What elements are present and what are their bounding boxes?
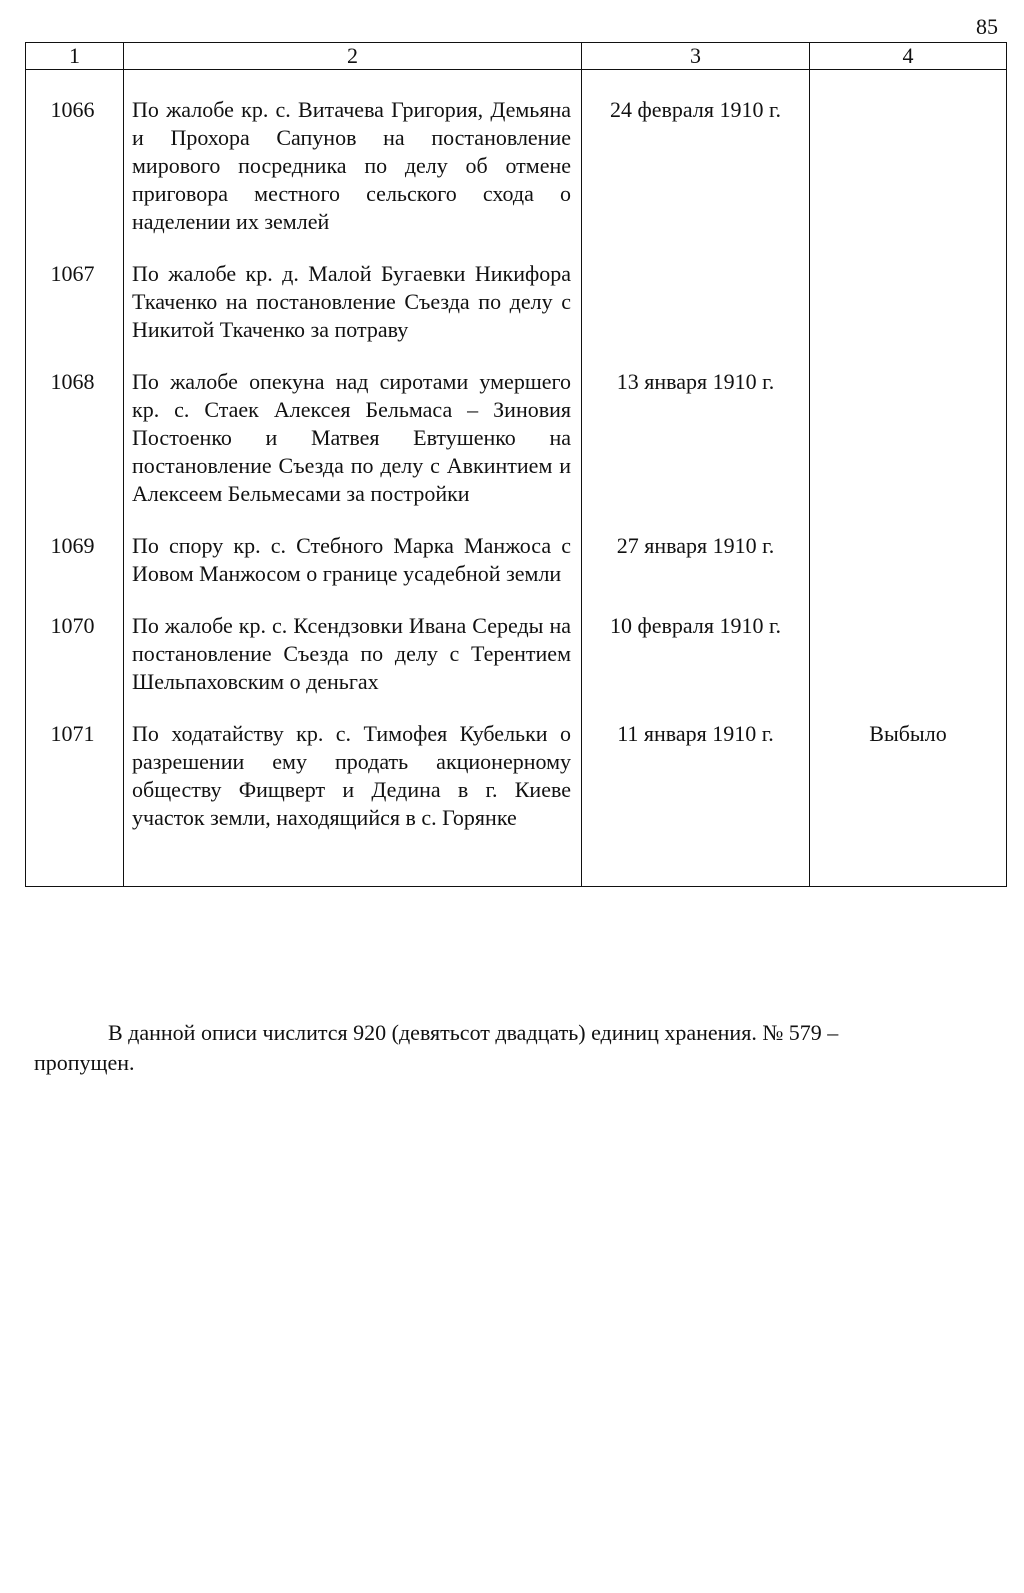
item-title: По ходатайству кр. с. Тимофея Кубельки о разрешении ему продать акционерному обществу Фищверт и Дедина в г. Киеве участок земли, находящийся в с. Горянке (124, 720, 582, 856)
item-date: 11 января 1910 г. (582, 720, 810, 856)
table-row (26, 532, 1007, 612)
item-note (810, 368, 1007, 532)
item-title: По жалобе кр. с. Витачева Григория, Демьяна и Прохора Сапунов на постановление мирового посредника по делу об отмене приговора местного сельского схода о наделении их землей (124, 70, 582, 261)
item-title: По жалобе опекуна над сиротами умершего кр. с. Стаек Алексея Бельмаса – Зиновия Постоенко и Матвея Евтушенко на постановление Съезда по делу с Авкинтием и Алексеем Бельмесами за постройки (124, 368, 582, 532)
empty-cell (810, 856, 1007, 887)
column-header-1: 1 (26, 43, 124, 70)
item-date: 13 января 1910 г. (582, 368, 810, 532)
column-header-3: 3 (582, 43, 810, 70)
item-note (810, 612, 1007, 720)
table-row (26, 260, 1007, 368)
item-title: По жалобе кр. с. Ксендзовки Ивана Середы на постановление Съезда по делу с Терентием Шельпаховским о деньгах (124, 612, 582, 720)
table-header-row (26, 43, 1007, 70)
inventory-summary: В данной описи числится 920 (девятьсот двадцать) единиц хранения. № 579 – пропущен. (34, 1020, 839, 1075)
item-note (810, 532, 1007, 612)
table-row (26, 368, 1007, 532)
page-number: 85 (976, 14, 998, 39)
table-row (26, 720, 1007, 856)
item-number: 1068 (26, 368, 124, 532)
item-date: 10 февраля 1910 г. (582, 612, 810, 720)
column-header-2: 2 (124, 43, 582, 70)
column-header-4: 4 (810, 43, 1007, 70)
table-row (26, 70, 1007, 261)
item-note (810, 260, 1007, 368)
table-row (26, 612, 1007, 720)
item-date (582, 260, 810, 368)
item-number: 1066 (26, 70, 124, 261)
item-number: 1067 (26, 260, 124, 368)
item-number: 1069 (26, 532, 124, 612)
item-title: По жалобе кр. д. Малой Бугаевки Никифора Ткаченко на постановление Съезда по делу с Никитой Ткаченко за потраву (124, 260, 582, 368)
empty-cell (26, 856, 124, 887)
item-note: Выбыло (810, 720, 1007, 856)
item-date: 24 февраля 1910 г. (582, 70, 810, 261)
item-title: По спору кр. с. Стебного Марка Манжоса с Иовом Манжосом о границе усадебной земли (124, 532, 582, 612)
item-number: 1071 (26, 720, 124, 856)
item-number: 1070 (26, 612, 124, 720)
table-bottom-filler (26, 856, 1007, 887)
empty-cell (124, 856, 582, 887)
empty-cell (582, 856, 810, 887)
item-date: 27 января 1910 г. (582, 532, 810, 612)
item-note (810, 70, 1007, 261)
inventory-table (25, 42, 1007, 887)
